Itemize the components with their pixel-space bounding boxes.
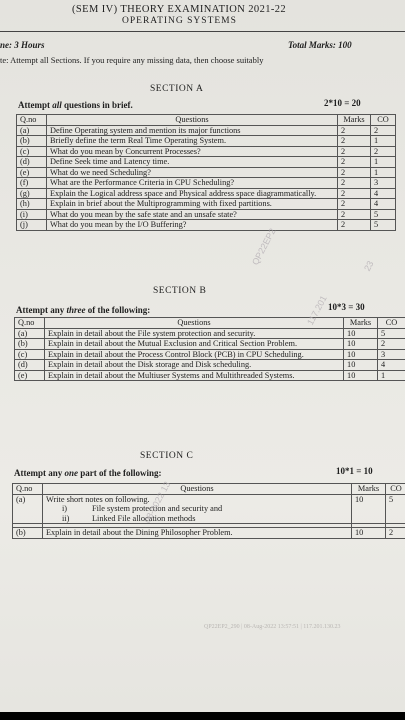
table-row: (e) What do we need Scheduling? 2 1 <box>17 167 396 178</box>
table-row: (f) What are the Performance Criteria in CPU Scheduling? 2 3 <box>17 178 396 189</box>
section-b-score: 10*3 = 30 <box>328 302 365 312</box>
total-marks: Total Marks: 100 <box>288 40 352 50</box>
table-row: (a) Define Operating system and mention its major functions 2 2 <box>17 125 396 136</box>
sub-item: i) File system protection and security and <box>61 504 223 513</box>
watermark-stamp: 08-2022 13 <box>142 479 173 525</box>
table-row: (b) Briefly define the term Real Time Operating System. 2 1 <box>17 136 396 147</box>
section-a-title: SECTION A <box>150 84 204 94</box>
sub-item: ii) Linked File allocation methods <box>61 513 196 523</box>
header-divider <box>0 31 405 32</box>
instructions-note: te: Attempt all Sections. If you require any missing data, then choose suitably <box>0 55 264 65</box>
watermark-stamp: 117.201 <box>305 293 329 327</box>
table-row: (a) Write short notes on following. i) File system protection and security and ii) Linked File allocation methods 10 5 <box>13 494 405 524</box>
section-c-title: SECTION C <box>140 451 194 461</box>
col-questions: Questions <box>46 115 337 126</box>
section-b-table: Q.no Questions Marks CO (a) Explain in detail about the File system protection and security. 10 5 (b) Explain in detail about the Mutual Exclusion and Critical Section Problem. 10 2 (c) Explain in detail about the Process Control Block (PCB) in CPU Scheduling. 10 3 (d) Explain in detail about the Disk storage and Disk scheduling. 10 4 (e) Explain in detail about the Multiuser Systems and Multithreaded Systems. 10 1 <box>14 317 405 381</box>
table-row: (d) Define Seek time and Latency time. 2 1 <box>17 157 396 168</box>
table-row: (i) What do you mean by the safe state and an unsafe state? 2 5 <box>17 209 396 220</box>
table-row: (d) Explain in detail about the Disk storage and Disk scheduling. 10 4 <box>15 360 405 371</box>
table-row: (j) What do you mean by the I/O Buffering? 2 5 <box>17 220 396 231</box>
table-row: (b) Explain in detail about the Dining Philosopher Problem. 10 2 <box>13 528 405 539</box>
table-row: (h) Explain in brief about the Multiprogramming with fixed partitions. 2 4 <box>17 199 396 210</box>
table-row: (e) Explain in detail about the Multiuser Systems and Multithreaded Systems. 10 1 <box>15 370 405 381</box>
table-row: (a) Explain in detail about the File system protection and security. 10 5 <box>15 328 405 339</box>
exam-title: (SEM IV) THEORY EXAMINATION 2021-22 <box>72 4 287 15</box>
section-a-table <box>16 114 396 231</box>
table-row: (c) Explain in detail about the Process Control Block (PCB) in CPU Scheduling. 10 3 <box>15 349 405 360</box>
section-a-instruction: Attempt all questions in brief. <box>18 100 133 110</box>
footer-print-info: QP22EP2_290 | 08-Aug-2022 13:57:51 | 117.201.130.23 <box>204 624 341 630</box>
col-marks: Marks <box>338 115 371 126</box>
time-label: ne: 3 Hours <box>0 40 45 50</box>
section-c-instruction: Attempt any one part of the following: <box>14 468 162 478</box>
question-text: Write short notes on following. <box>45 494 150 504</box>
col-co: CO <box>371 115 396 126</box>
watermark-stamp: QP22EP2 <box>250 226 278 267</box>
section-b-instruction: Attempt any three of the following: <box>16 305 151 315</box>
table-row: (c) What do you mean by Concurrent Processes? 2 2 <box>17 146 396 157</box>
section-b-title: SECTION B <box>153 286 207 296</box>
exam-subject: OPERATING SYSTEMS <box>122 16 237 26</box>
col-qno: Q.no <box>17 115 47 126</box>
table-row: (g) Explain the Logical address space and Physical address space diagrammatically. 2 4 <box>17 188 396 199</box>
watermark-stamp: 23 <box>362 259 376 273</box>
section-c-score: 10*1 = 10 <box>336 466 373 476</box>
section-c-table: Q.no Questions Marks CO (a) Write short notes on following. i) File system protection and security and ii) Linked File allocation methods 10 5 (b) Explain in detail about the Dining Philosopher Problem. 10 2 <box>12 483 405 539</box>
section-a-score: 2*10 = 20 <box>324 98 361 108</box>
table-row: (b) Explain in detail about the Mutual Exclusion and Critical Section Problem. 10 2 <box>15 339 405 350</box>
